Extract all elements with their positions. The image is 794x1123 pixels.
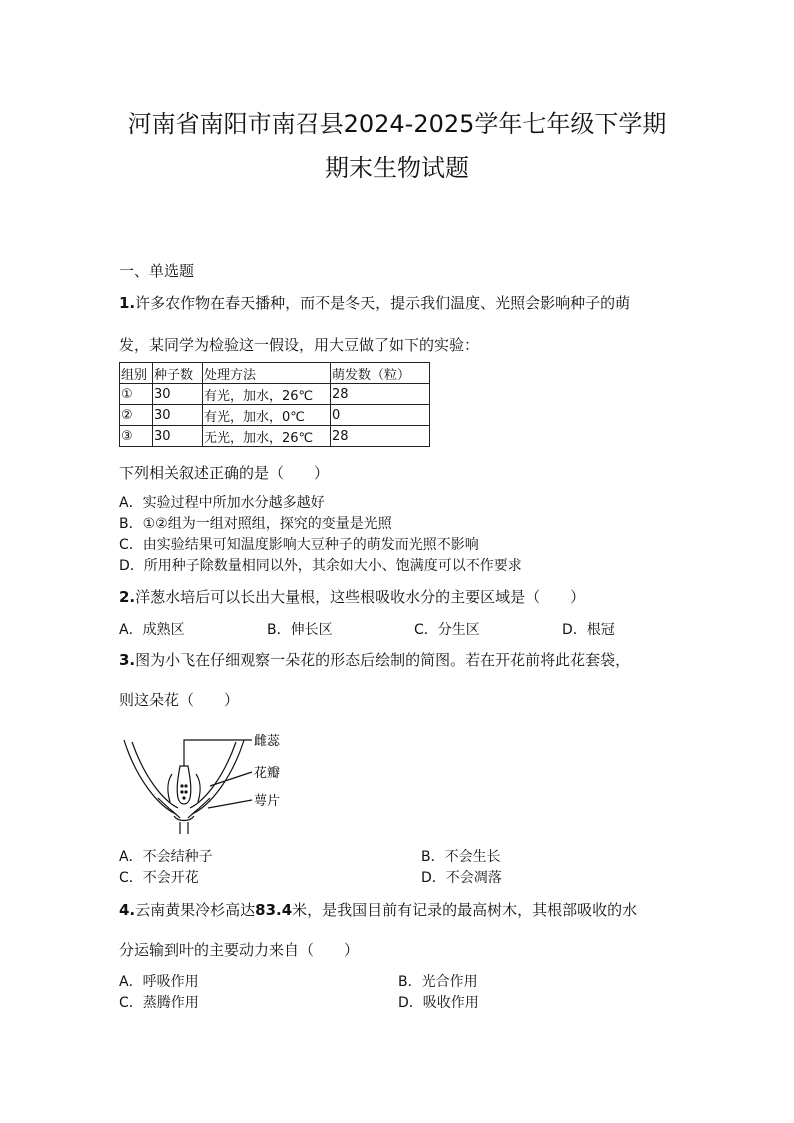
question-2-option-d: D．根冠 (562, 622, 615, 638)
question-1-number: 1. (119, 294, 136, 312)
question-3-text-1: 图为小飞在仔细观察一朵花的形态后绘制的简图。若在开花前将此花套袋， (135, 651, 631, 669)
table-row (120, 426, 430, 447)
question-3-option-a: A．不会结种子 (119, 849, 213, 865)
question-1-option-c: C．由实验结果可知温度影响大豆种子的萌发而光照不影响 (119, 537, 479, 553)
question-3-line-1 (119, 649, 630, 670)
ovule (180, 790, 183, 793)
flower-diagram (118, 728, 298, 836)
table-cell: 无光，加水，26℃ (203, 426, 331, 447)
receptacle (174, 816, 194, 821)
question-4-option-d: D．吸收作用 (398, 995, 479, 1011)
table-row (120, 384, 430, 405)
header-treatment: 处理方法 (203, 363, 331, 384)
question-3-number: 3. (119, 651, 136, 669)
question-4-line-1 (119, 899, 637, 920)
question-4-number: 4. (119, 901, 136, 919)
table-cell: ③ (120, 426, 153, 447)
page-title-line-2: 期末生物试题 (325, 154, 469, 182)
question-3-option-d: D．不会凋落 (421, 870, 502, 886)
question-3-option-b: B．不会生长 (421, 849, 501, 865)
table-cell: 28 (331, 384, 430, 405)
question-2-line-1 (119, 586, 585, 607)
question-3-option-c: C．不会开花 (119, 870, 199, 886)
table-cell: 30 (153, 426, 203, 447)
table-header-row (120, 363, 430, 384)
question-4-option-a: A．呼吸作用 (119, 974, 199, 990)
table-cell: 有光，加水，26℃ (203, 384, 331, 405)
question-2-option-c: C．分生区 (414, 622, 480, 638)
question-4-option-b: B．光合作用 (398, 974, 478, 990)
label-petal: 花瓣 (254, 766, 281, 781)
question-2-option-b: B．伸长区 (267, 622, 333, 638)
table-cell: 28 (331, 426, 430, 447)
table-cell: ① (120, 384, 153, 405)
ovule (184, 790, 187, 793)
left-stamen (168, 774, 172, 802)
header-germinated: 萌发数（粒） (331, 363, 430, 384)
question-1-prompt: 下列相关叙述正确的是（ ） (119, 464, 330, 482)
ovule (184, 784, 187, 787)
question-2-number: 2. (119, 588, 136, 606)
table-cell: 0 (331, 405, 430, 426)
question-4-option-c: C．蒸腾作用 (119, 995, 199, 1011)
header-seed-count: 种子数 (153, 363, 203, 384)
question-2-text: 洋葱水培后可以长出大量根，这些根吸收水分的主要区域是（ ） (135, 588, 586, 606)
question-3-line-2: 则这朵花（ ） (119, 691, 240, 709)
right-stamen (196, 774, 200, 802)
experiment-table (119, 362, 430, 447)
table-row (120, 405, 430, 426)
table-cell: 30 (153, 384, 203, 405)
ovule (182, 796, 185, 799)
question-1-option-d: D．所用种子除数量相同以外，其余如大小、饱满度可以不作要求 (119, 558, 522, 574)
question-1-option-a: A．实验过程中所加水分越多越好 (119, 495, 325, 511)
question-1-line-1 (119, 292, 630, 313)
question-4-line-2: 分运输到叶的主要动力来自（ ） (119, 941, 360, 959)
question-4-text-pre: 云南黄果冷杉高达 (135, 901, 256, 919)
table-cell: ② (120, 405, 153, 426)
question-4-height: 83.4 (255, 901, 293, 919)
question-1-text-1: 许多农作物在春天播种，而不是冬天，提示我们温度、光照会影响种子的萌 (135, 294, 631, 312)
table-cell: 有光，加水，0℃ (203, 405, 331, 426)
question-2-option-a: A．成熟区 (119, 622, 185, 638)
page-title-line-1: 河南省南阳市南召县2024-2025学年七年级下学期 (127, 110, 667, 138)
section-heading: 一、单选题 (119, 262, 195, 280)
label-line-petal (210, 772, 252, 786)
ovule (180, 784, 183, 787)
question-1-line-2: 发，某同学为检验这一假设，用大豆做了如下的实验： (119, 336, 480, 354)
question-4-text-post: 米，是我国目前有记录的最高树木，其根部吸收的水 (292, 901, 638, 919)
table-cell: 30 (153, 405, 203, 426)
header-group: 组别 (120, 363, 153, 384)
left-outer-petal (124, 740, 176, 814)
label-pistil: 雌蕊 (254, 734, 281, 749)
label-line-sepal (208, 800, 252, 808)
question-1-option-b: B．①②组为一组对照组，探究的变量是光照 (119, 516, 392, 532)
label-sepal: 萼片 (254, 794, 281, 809)
